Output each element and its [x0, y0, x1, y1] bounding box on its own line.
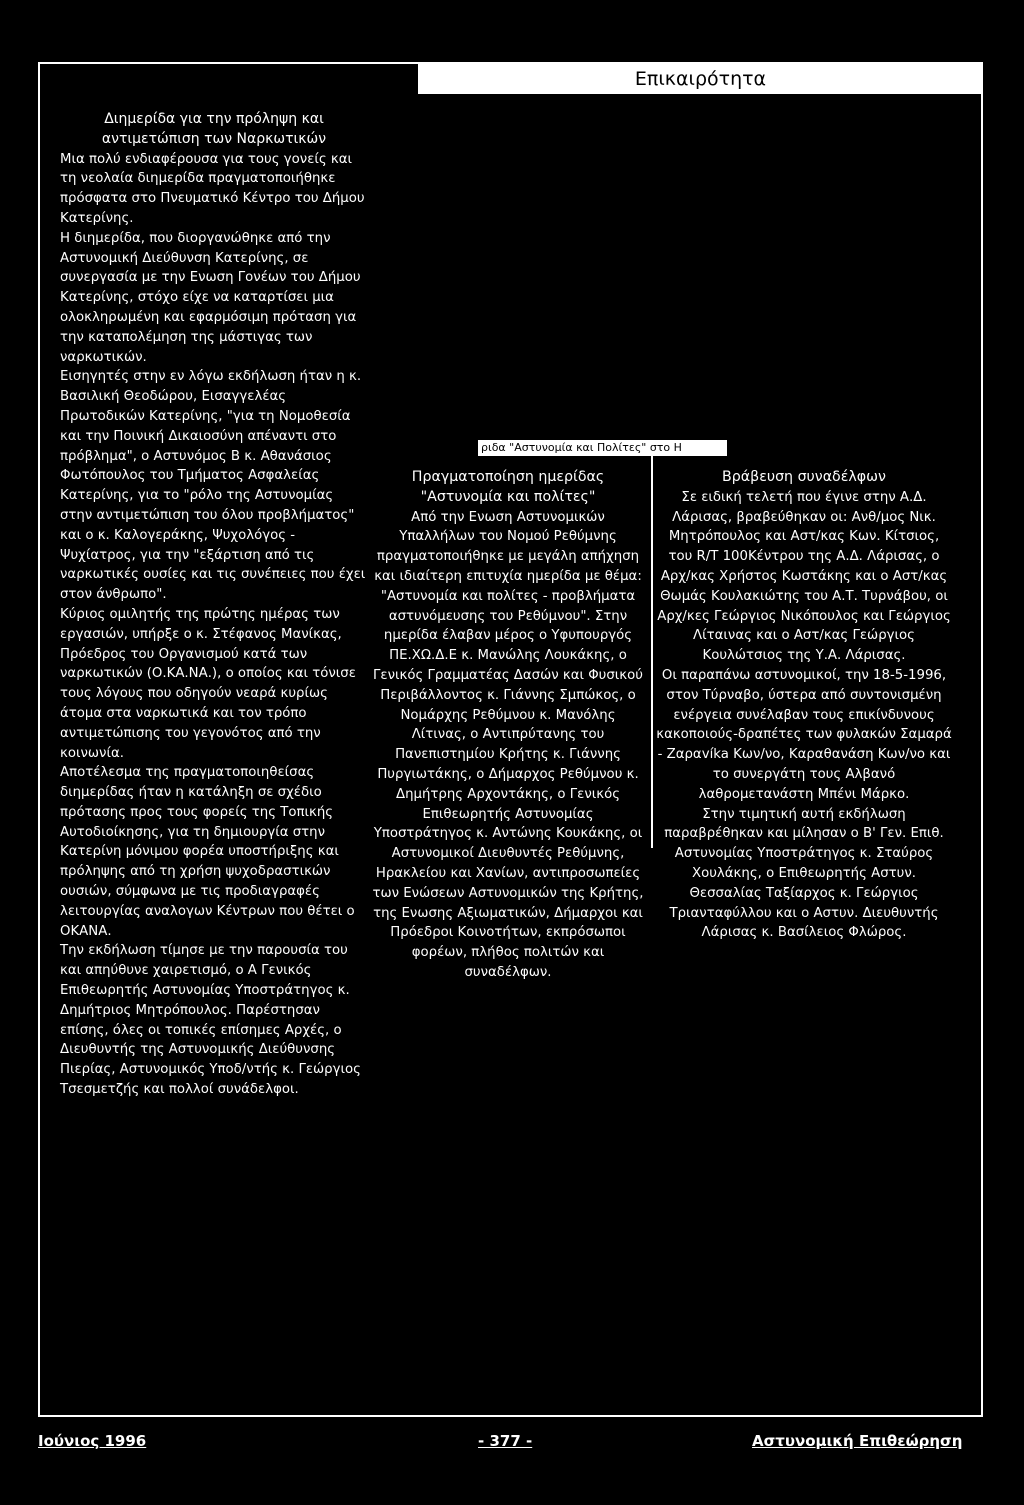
- article-paragraph: Η διημερίδα, που διοργανώθηκε από την Αστυνομική Διεύθυνση Κατερίνης, σε συνεργασία με την Ενωση Γονέων του Δήμου Κατερίνης, στόχο είχε να καταρτίσει μια ολοκληρωμένη και εφαρμόσιμη πρόταση για την καταπολέμηση της μάστιγας των ναρκωτικών.: [60, 230, 361, 365]
- article-title-line: "Αστυνομία και πολίτες": [420, 488, 596, 505]
- article-police-citizens: [372, 468, 644, 983]
- article-paragraph: Από την Ενωση Αστυνομικών Υπαλλήλων του Νομού Ρεθύμνης πραγματοποιήθηκε με μεγάλη απήχηση και ιδιαίτερη επιτυχία ημερίδα με θέμα: "Αστυνομία και πολίτες - προβλήματα αστυνόμευσης του Ρεθύμνου". Στην ημερίδα έλαβαν μέρος ο Υφυπουργός ΠΕ.ΧΩ.Δ.Ε κ. Μανώλης Λουκάκης, ο Γενικός Γραμματέας Δασών και Φυσικού Περιβάλλοντος κ. Γιάννης Σμπώκος, ο Νομάρχης Ρεθύμνου κ. Μανόλης Λίτινας, ο Αντιπρύτανης του Πανεπιστημίου Κρήτης κ. Γιάννης Πυργιωτάκης, ο Δήμαρχος Ρεθύμνου κ. Δημήτρης Αρχοντάκης, ο Γενικός Επιθεωρητής Αστυνομίας Υποστράτηγος κ. Αντώνης Κουκάκης, οι Αστυνομικοί Διευθυντές Ρεθύμνης, Ηρακλείου και Χανίων, αντιπροσωπείες των Ενώσεων Αστυνομικών της Κρήτης, της Ενωσης Αξιωματικών, Δήμαρχοι και Πρόεδροι Κοινοτήτων, εκπρόσωποι φορέων, πλήθος πολιτών και συναδέλφων.: [372, 509, 644, 980]
- footer-date: Ιούνιος 1996: [38, 1432, 147, 1450]
- footer-page-number: - 377 -: [478, 1432, 533, 1450]
- article-paragraph: Οι παραπάνω αστυνομικοί, την 18-5-1996, στον Τύρναβο, ύστερα από συντονισμένη ενέργεια συνέλαβαν τους επικίνδυνους κακοποιούς-δραπέτες των φυλακών Σαμαρά - Ζαραvíka Κων/νο, Καραθανάση Κων/νο και το συνεργάτη τους Αλβανό λαθρομετανάστη Μπένι Μάρκο.: [656, 667, 952, 802]
- article-paragraph: Κύριος ομιλητής της πρώτης ημέρας των εργασιών, υπήρξε ο κ. Στέφανος Μανίκας, Πρόεδρος του Οργανισμού κατά των ναρκωτικών (Ο.ΚΑ.ΝΑ.), ο οποίος και τόνισε τους λόγους που οδηγούν νεαρά κυρίως άτομα στα ναρκωτικά και τον τρόπο αντιμετώπισης του γεγονότος από την κοινωνία.: [60, 606, 356, 761]
- article-paragraph: Εισηγητές στην εν λόγω εκδήλωση ήταν η κ. Βασιλική Θεοδώρου, Εισαγγελέας Πρωτοδικών Κατερίνης, "για τη Νομοθεσία και την Ποινική Δικαιοσύνη απέναντι στο πρόβλημα", ο Αστυνόμος Β κ. Αθανάσιος Φωτόπουλος του Τμήματος Ασφαλείας Κατερίνης, για το "ρόλο της Αστυνομίας στην αντιμετώπιση του όλου προβλήματος" και ο κ. Καλογεράκης, Ψυχολόγος - Ψυχίατρος, για την "εξάρτιση από τις ναρκωτικές ουσίες και τις συνέπειες που έχει στον άνθρωπο".: [60, 369, 366, 603]
- article-title: Βράβευση συναδέλφων: [722, 469, 886, 485]
- article-paragraph: Στην τιμητική αυτή εκδήλωση παραβρέθηκαν και μίλησαν ο Β' Γεν. Επιθ. Αστυνομίας Υποστράτηγος κ. Σταύρος Χουλάκης, ο Επιθεωρητής Αστυν. Θεσσαλίας Ταξίαρχος κ. Γεώργιος Τριανταφύλλου και ο Αστυν. Διευθυντής Λάρισας κ. Βασίλειος Φλώρος.: [664, 806, 944, 941]
- article-paragraph: Αποτέλεσμα της πραγματοποιηθείσας διημερίδας ήταν η κατάληξη σε σχέδιο πρότασης προς τους φορείς της Τοπικής Αυτοδιοίκησης, για τη δημιουργία στην Κατερίνη μόνιμου φορέα υποστήριξης και πρόληψης από τη χρήση ψυχοδραστικών ουσιών, σύμφωνα με τις προδιαγραφές λειτουργίας αναλογων Κέντρων που θέτει ο ΟΚΑΝΑ.: [60, 765, 355, 939]
- article-title-line: Πραγματοποίηση ημερίδας: [411, 469, 605, 485]
- article-paragraph: Την εκδήλωση τίμησε με την παρουσία του και απηύθυνε χαιρετισμό, ο Α Γενικός Επιθεωρητής Αστυνομίας Υποστράτηγος κ. Δημήτριος Μητρόπουλος. Παρέστησαν επίσης, όλες οι τοπικές επίσημες Αρχές, ο Διευθυντής της Αστυνομικής Διεύθυνσης Πιερίας, Αστυνομικός Υποδ/ντής κ. Γεώργιος Τσεσμετζής και πολλοί συνάδελφοι.: [60, 943, 361, 1098]
- article-drug-prevention: [60, 110, 368, 1100]
- article-awards: [655, 468, 953, 943]
- article-paragraph: Μια πολύ ενδιαφέρουσα για τους γονείς και τη νεολαία διημερίδα πραγματοποιήθηκε πρόσφατα στο Πνευματικό Κέντρο του Δήμου Κατερίνης.: [60, 151, 365, 226]
- footer-publication: Αστυνομική Επιθεώρηση: [752, 1432, 963, 1450]
- article-paragraph: Σε ειδική τελετή που έγινε στην Α.Δ. Λάρισας, βραβεύθηκαν οι: Ανθ/μος Νικ. Μητρόπουλος και Αστ/κας Κων. Κίτσιος, του R/T 100Κέντρου της Α.Δ. Λάρισας, ο Αρχ/κας Χρήστος Κωστάκης και ο Αστ/κας Θωμάς Κουλακιώτης του Α.Τ. Τυρνάβου, οι Αρχ/κες Γεώργιος Νικόπουλος και Γεώργιος Λίταινας και ο Αστ/κας Γεώργιος Κουλώτσιος της Υ.Α. Λάρισας.: [657, 489, 951, 664]
- caption-strip: ριδα "Αστυνομία και Πολίτες" στο Η: [478, 440, 727, 456]
- article-title: Διημερίδα για την πρόληψη και αντιμετώπιση των Ναρκωτικών: [101, 111, 327, 147]
- column-divider: [651, 456, 653, 848]
- section-title: Επικαιρότητα: [418, 64, 983, 94]
